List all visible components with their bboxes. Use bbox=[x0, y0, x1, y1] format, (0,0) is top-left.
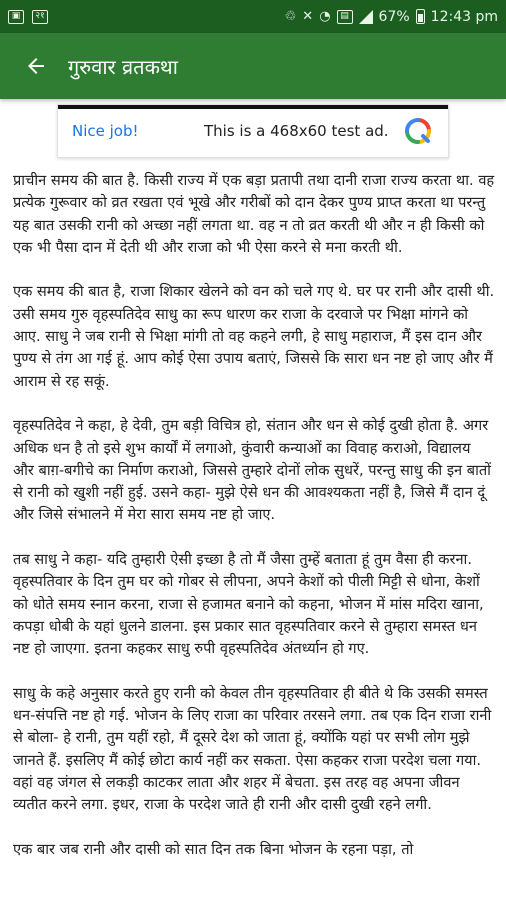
back-button[interactable] bbox=[8, 38, 64, 94]
story-paragraph: प्राचीन समय की बात है. किसी राज्य में एक बड़ा प्रतापी तथा दानी राजा राज्य करता था. वह प्रत्येक गुरूवार को व्रत रखता एवं भूखे और गरीबों को दान देकर पुण्य प्राप्त करता था परन्तु यह बात उसकी रानी को अच्छा नहीं लगता था. वह न तो व्रत करती थी और न ही किसी को एक भी पैसा दान में देती थी और राजा को भी ऐसा करने से मना करती थी. bbox=[13, 172, 495, 256]
story-paragraph: वृहस्पतिदेव ने कहा, हे देवी, तुम बड़ी विचित्र हो, संतान और धन से कोई दुखी होता है. अगर अधिक धन है तो इसे शुभ कार्यों में लगाओ, कुंवारी कन्याओं का विवाह कराओ, विद्यालय और बाग़-बगीचे का निर्माण कराओ, जिससे तुम्हारे दोनों लोक सुधरें, परन्तु साधु की इन बातों से रानी को खुशी नहीं हुई. उसने कहा- मुझे ऐसे धन की आवश्यकता नहीं है, जिसे मैं दान दूं और जिसे संभालने में मेरा सारा समय नष्ट हो जाए. bbox=[13, 417, 491, 524]
mute-icon: ✕ bbox=[302, 9, 314, 24]
ad-logo-icon bbox=[400, 113, 436, 149]
ad-banner[interactable] bbox=[57, 104, 449, 158]
battery-icon bbox=[416, 9, 425, 24]
status-bar bbox=[0, 0, 506, 33]
arrow-left-icon bbox=[24, 54, 48, 78]
story-paragraph: एक बार जब रानी और दासी को सात दिन तक बिना भोजन के रहना पड़ा, तो bbox=[13, 840, 414, 858]
story-content bbox=[13, 170, 495, 884]
ad-top-border bbox=[58, 105, 448, 109]
story-paragraph: एक समय की बात है, राजा शिकार खेलने को वन को चले गए थे. घर पर रानी और दासी थी. उसी समय गुरु वृहस्पतिदेव साधु का रूप धारण कर राजा के दरवाजे पर भिक्षा मांगने को आए. साधु ने जब रानी से भिक्षा मांगी तो वह कहने लगी, हे साधु महाराज, मैं इस दान और पुण्य से तंग आ गई हूं. आप कोई ऐसा उपाय बताएं, जिससे कि सारा धन नष्ट हो जाए और मैं आराम से रह सकूं. bbox=[13, 283, 495, 390]
recycle-icon: ♲ bbox=[284, 9, 297, 24]
battery-percent: 67% bbox=[378, 8, 410, 25]
sim-icon: ▤ bbox=[337, 10, 353, 24]
notification-icon: २१ bbox=[32, 10, 48, 24]
clock: 12:43 pm bbox=[430, 8, 498, 25]
signal-icon bbox=[359, 10, 373, 24]
wifi-icon: ◔ bbox=[319, 9, 331, 24]
status-right bbox=[285, 9, 498, 25]
ad-text: This is a 468x60 test ad. bbox=[204, 122, 389, 140]
page-title: गुरुवार व्रतकथा bbox=[68, 54, 178, 79]
image-icon: ▣ bbox=[8, 10, 24, 24]
ad-label: Nice job! bbox=[72, 122, 139, 140]
story-paragraph: साधु के कहे अनुसार करते हुए रानी को केवल तीन वृहस्पतिवार ही बीते थे कि उसकी समस्त धन-संपत्ति नष्ट हो गई. भोजन के लिए राजा का परिवार तरसने लगा. तब एक दिन राजा रानी से बोला- हे रानी, तुम यहीं रहो, मैं दूसरे देश को जाता हूं, क्योंकि यहां पर सभी लोग मुझे जानते हैं. इसलिए मैं कोई छोटा कार्य नहीं कर सकता. ऐसा कहकर राजा परदेश चला गया. वहां वह जंगल से लकड़ी काटकर लाता और शहर में बेचता. इस तरह वह अपना जीवन व्यतीत करने लगा. इधर, राजा के परदेश जाते ही रानी और दासी दुखी रहने लगी. bbox=[13, 684, 492, 814]
story-paragraph: तब साधु ने कहा- यदि तुम्हारी ऐसी इच्छा है तो मैं जैसा तुम्हें बताता हूं तुम वैसा ही करना. वृहस्पतिवार के दिन तुम घर को गोबर से लीपना, अपने केशों को पीली मिट्टी से धोना, केशों को धोते समय स्नान करना, राजा से हजामत बनाने को कहना, भोजन में मांस मदिरा खाना, कपड़ा धोबी के यहां धुलने डालना. इस प्रकार सात वृहस्पतिवार करने से तुम्हारा समस्त धन नष्ट हो जाएगा. इतना कहकर साधु रुपी वृहस्पतिदेव अंतर्ध्यान हो गए. bbox=[13, 551, 484, 658]
status-left bbox=[8, 10, 48, 24]
app-bar bbox=[0, 33, 506, 99]
